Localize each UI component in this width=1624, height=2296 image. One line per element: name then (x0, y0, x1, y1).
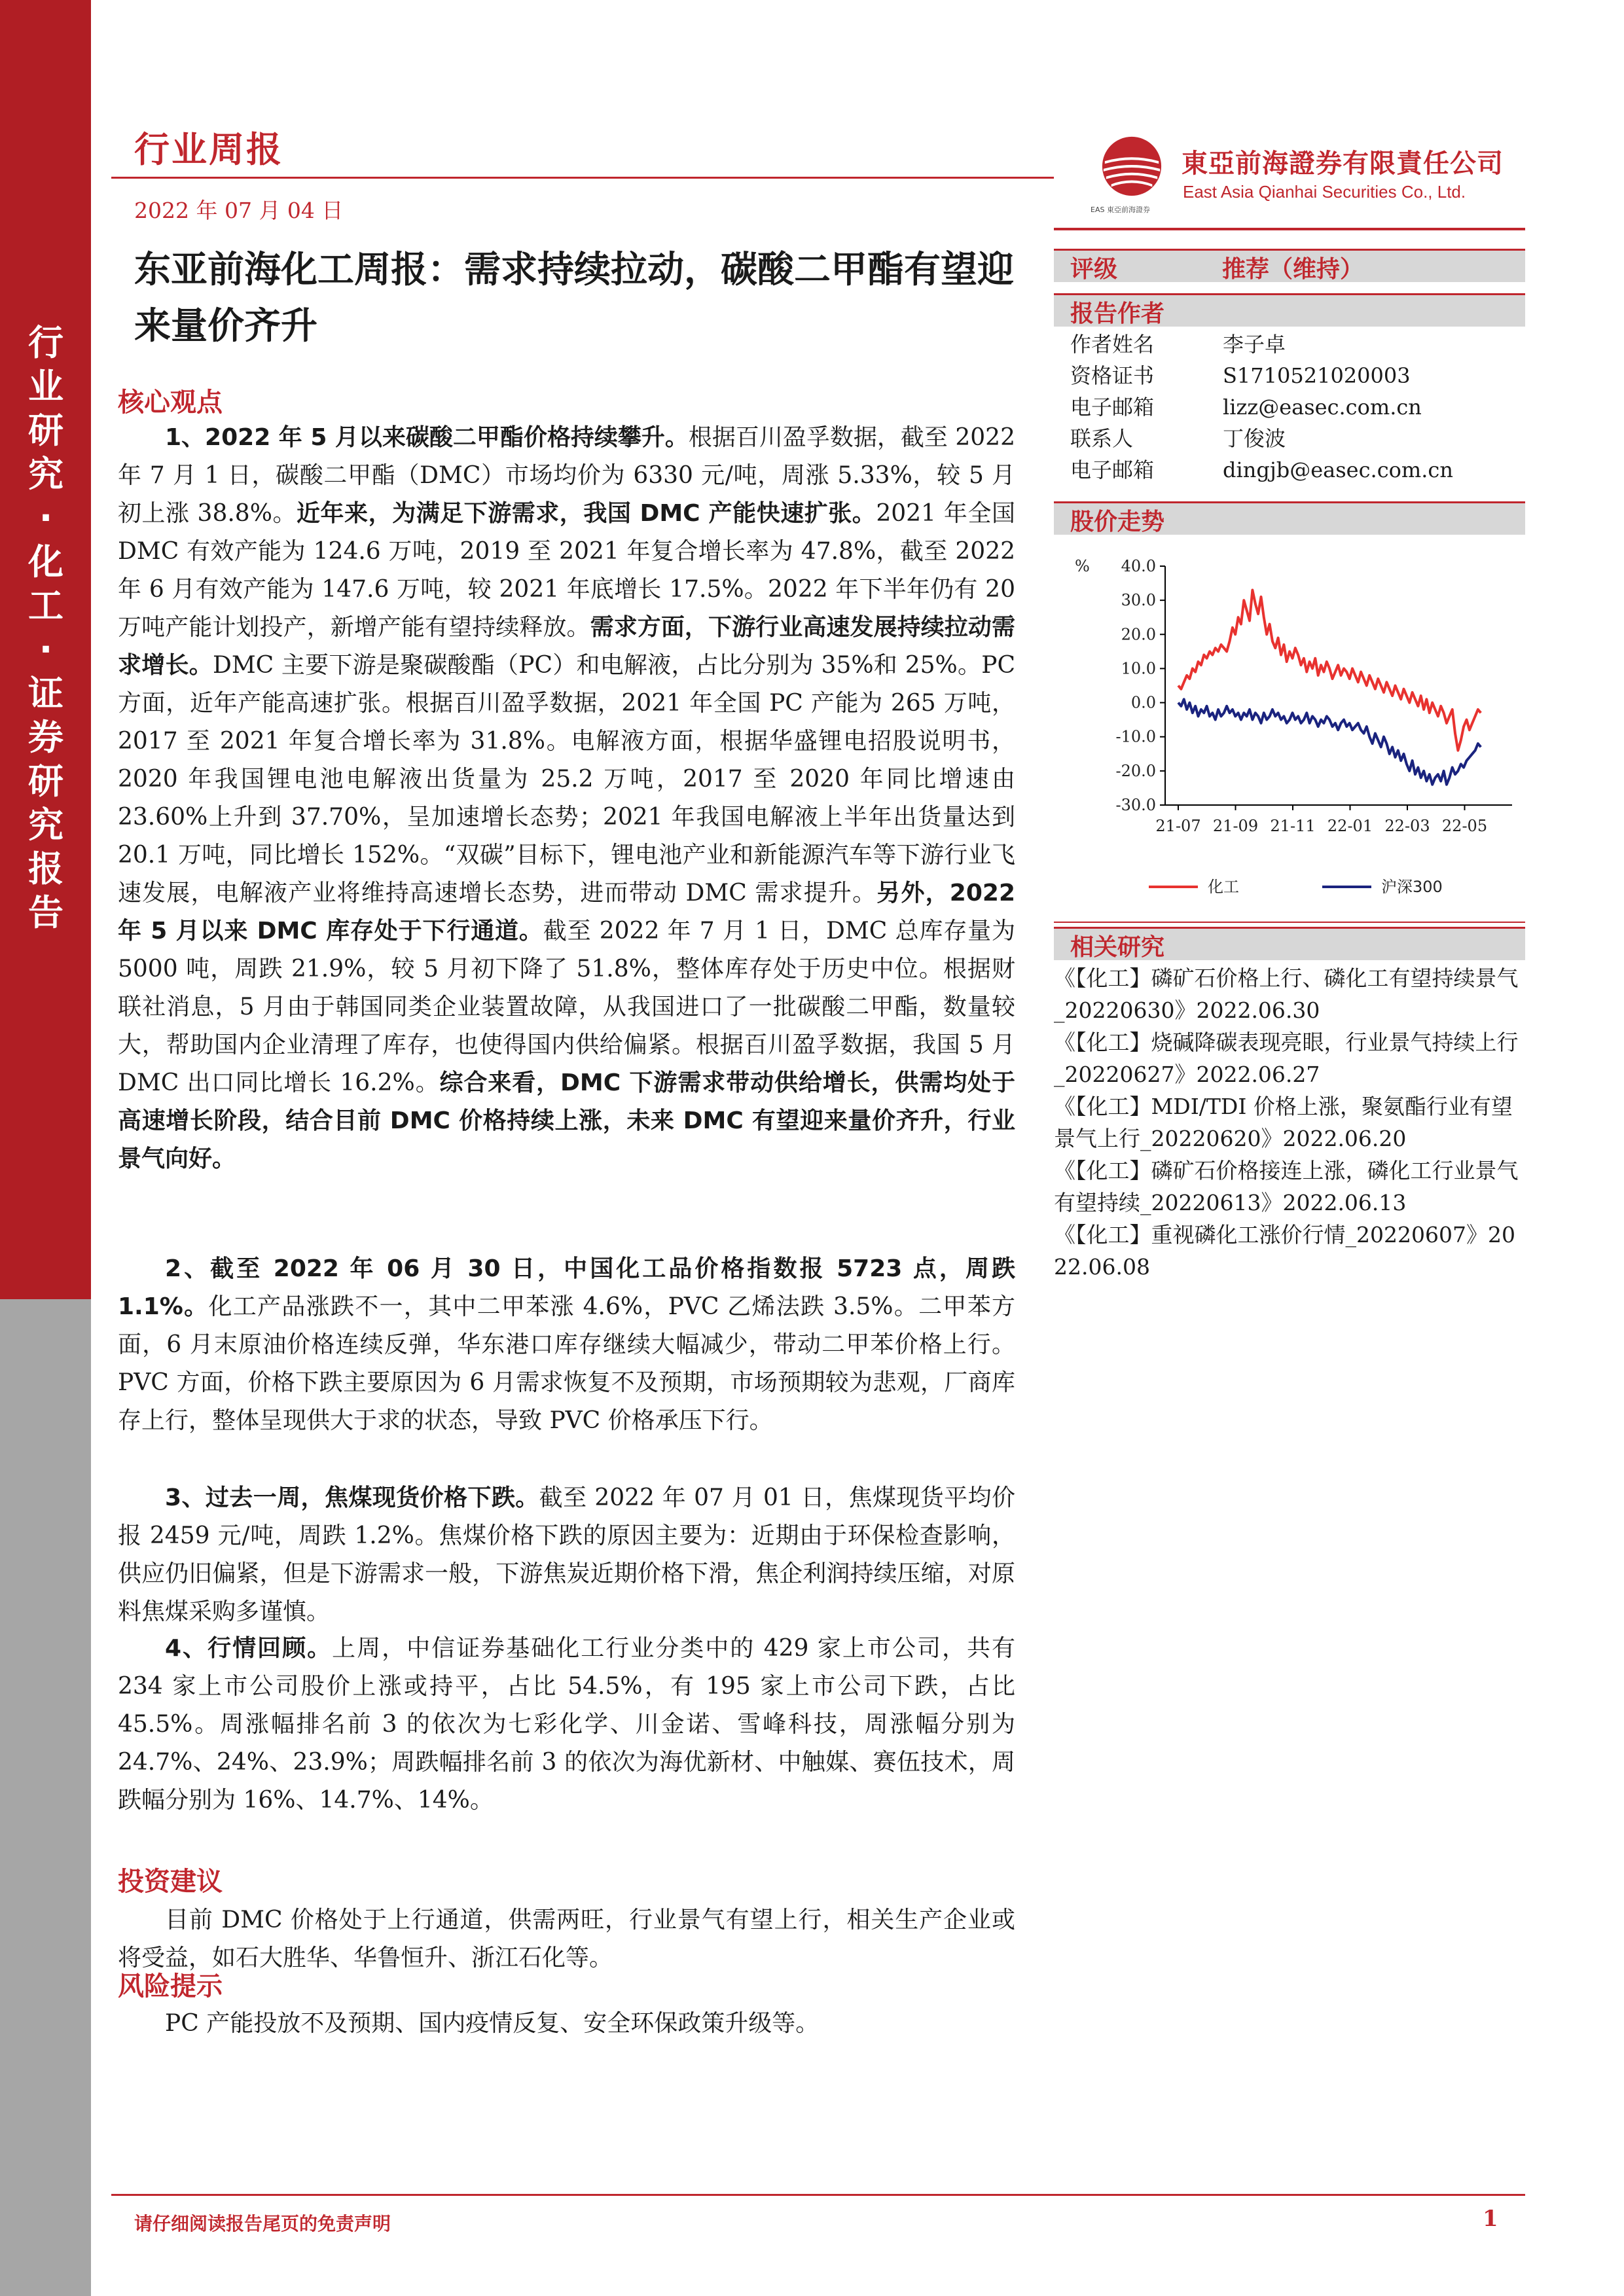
company-rule (1054, 228, 1525, 230)
author-row-key: 电子邮箱 (1070, 395, 1155, 420)
company-logo-icon (1100, 134, 1164, 198)
report-date: 2022 年 07 月 04 日 (134, 198, 344, 223)
sidebar-label (18, 321, 73, 935)
legend-label: 化工 (1208, 878, 1239, 896)
y-tick-label: -10.0 (1115, 727, 1156, 746)
author-row-value: 丁俊波 (1223, 426, 1286, 451)
text-run: 上周，中信证券基础化工行业分类中的 429 家上市公司，共有 234 家上市公司股价上涨或持平，占比 54.5%，有 195 家上市公司下跌，占比 45.5%。周涨幅排名前 3 的依次为七彩化学、川金诺、雪峰科技，周涨幅分别为 24.7%、24%、23.9%；周跌幅排名前 3 的依次为海优新材、中触媒、赛伍技术，周跌幅分别为 16%、14.7%、14%。 (118, 1635, 1015, 1814)
header-rule (111, 177, 1054, 179)
y-tick-label: 10.0 (1121, 659, 1156, 678)
doc-type: 行业周报 (134, 128, 283, 170)
author-label: 报告作者 (1070, 300, 1165, 327)
bold-run: 需求方面，下游行业高速发展持续拉动需求增长。 (118, 614, 1015, 679)
y-tick-label: -20.0 (1115, 761, 1156, 780)
bold-run: 2、截至 2022 年 06 月 30 日，中国化工品价格指数报 5723 点，周跌 1.1%。 (118, 1255, 1015, 1320)
author-row-value: lizz@easec.com.cn (1223, 395, 1422, 420)
y-tick-label: 40.0 (1121, 557, 1156, 575)
related-item[interactable]: 《【化工】磷矿石价格接连上涨，磷化工行业景气有望持续_20220613》2022.06.13 (1054, 1158, 1519, 1215)
sidebar-char: 化 (28, 541, 63, 583)
chart-section-label: 股价走势 (1070, 509, 1165, 535)
author-row-key: 电子邮箱 (1070, 457, 1155, 482)
sidebar-char: 行 (28, 322, 63, 363)
sidebar-char: 券 (28, 717, 63, 758)
text-run: 根据百川盈孚数据，截至 2022 年 7 月 1 日，碳酸二甲酯（DMC）市场均价为 6330 元/吨，周涨 5.33%，较 5 月初上涨 38.8%。 (118, 424, 1015, 527)
section-heading-core: 核心观点 (118, 387, 223, 418)
y-tick-label: 20.0 (1121, 625, 1156, 644)
author-row-key: 作者姓名 (1070, 332, 1155, 357)
bold-run: 综合来看，DMC 下游需求带动供给增长，供需均处于高速增长阶段，结合目前 DMC 价格持续上涨，未来 DMC 有望迎来量价齐升，行业景气向好。 (118, 1069, 1015, 1172)
text-run: DMC 主要下游是聚碳酸酯（PC）和电解液，占比分别为 35%和 25%。PC 方面，近年产能高速扩张。根据百川盈孚数据，2021 年全国 PC 产能为 265 万吨，2017 至 2021 年复合增长率为 31.8%。电解液方面，根据华盛锂电招股说明书，2020 年我国锂电池电解液出货量为 25.2 万吨，2017 至 2020 年同比增速由 23.60%上升到 37.70%，呈加速增长态势；2021 年我国电解液上半年出货量达到 20.1 万吨，同比增长 152%。“双碳”目标下，锂电池产业和新能源汽车等下游行业飞速发展，电解液产业将维持高速增长态势，进而带动 DMC 需求提升。 (118, 652, 1015, 906)
section-heading-risk: 风险提示 (118, 1971, 223, 2001)
sidebar-char: 工 (28, 585, 63, 626)
sidebar-char: 报 (28, 848, 63, 889)
author-row-value: dingjb@easec.com.cn (1223, 457, 1453, 482)
sidebar-char: 研 (28, 761, 63, 802)
author-row-value: S1710521020003 (1223, 363, 1411, 388)
x-tick-label: 22-03 (1384, 817, 1430, 835)
x-tick-label: 21-09 (1212, 817, 1259, 835)
bold-run: 3、过去一周，焦煤现货价格下跌。 (165, 1484, 539, 1511)
rating-label: 评级 (1070, 256, 1118, 283)
author-row (1070, 393, 1422, 421)
chart-bottom-rule (1054, 922, 1525, 923)
author-row (1070, 425, 1286, 452)
sidebar-char: · (39, 629, 53, 670)
related-item[interactable]: 《【化工】MDI/TDI 价格上涨，聚氨酯行业有望景气上行_20220620》2022.06.20 (1054, 1094, 1513, 1151)
text-run: 截至 2022 年 7 月 1 日，DMC 总库存量为 5000 吨，周跌 21.9%，较 5 月初下降了 51.8%，整体库存处于历史中位。根据财联社消息，5 月由于韩国同类企业装置故障，从我国进口了一批碳酸二甲酯，数量较大，帮助国内企业清理了库存，也使得国内供给偏紧。根据百川盈孚数据，我国 5 月 DMC 出口同比增长 16.2%。 (118, 918, 1015, 1096)
y-tick-label: -30.0 (1115, 796, 1156, 814)
author-row-key: 资格证书 (1070, 363, 1155, 388)
author-row (1070, 456, 1453, 484)
paragraph-2 (118, 1250, 1015, 1440)
x-tick-label: 21-07 (1155, 817, 1201, 835)
sidebar-char: 研 (28, 410, 63, 451)
sidebar-char: 告 (28, 892, 63, 933)
sidebar-band-grey (0, 1299, 91, 2296)
paragraph-3 (118, 1479, 1015, 1631)
bold-run: 另外，2022 年 5 月以来 DMC 库存处于下行通道。 (118, 880, 1015, 944)
rating-value: 推荐（维持） (1222, 256, 1364, 283)
text-run: PC 产能投放不及预期、国内疫情反复、安全环保政策升级等。 (165, 2010, 820, 2037)
section-heading-invest: 投资建议 (118, 1867, 223, 1897)
bold-run: 近年来，为满足下游需求，我国 DMC 产能快速扩张。 (296, 500, 876, 527)
y-tick-label: 30.0 (1121, 591, 1156, 610)
paragraph-risk (118, 2005, 1015, 2043)
author-row (1070, 331, 1286, 358)
series-line-chemical (1178, 590, 1481, 751)
text-run: 目前 DMC 价格处于上行通道，供需两旺，行业景气有望上行，相关生产企业或将受益，如石大胜华、华鲁恒升、浙江石化等。 (118, 1907, 1015, 1971)
paragraph-4 (118, 1630, 1015, 1820)
x-tick-label: 22-01 (1327, 817, 1373, 835)
bold-run: 4、行情回顾。 (165, 1635, 333, 1662)
footer-rule (111, 2194, 1525, 2196)
paragraph-invest (118, 1901, 1015, 1977)
report-title: 东亚前海化工周报：需求持续拉动，碳酸二甲酯有望迎来量价齐升 (134, 249, 1014, 348)
legend-label: 沪深300 (1381, 878, 1443, 896)
bold-run: 1、2022 年 5 月以来碳酸二甲酯价格持续攀升。 (165, 424, 689, 451)
related-label: 相关研究 (1070, 934, 1165, 961)
sidebar-char: 究 (28, 454, 63, 495)
text-run: 截至 2022 年 07 月 01 日，焦煤现货平均价报 2459 元/吨，周跌 1.2%。焦煤价格下跌的原因主要为：近期由于环保检查影响，供应仍旧偏紧，但是下游需求一般，下游焦炭近期价格下滑，焦企利润持续压缩，对原料焦煤采购多谨慎。 (118, 1484, 1015, 1625)
author-row-key: 联系人 (1070, 426, 1134, 451)
company-name-cn: 東亞前海證券有限責任公司 (1182, 149, 1504, 179)
text-run: 化工产品涨跌不一，其中二甲苯涨 4.6%，PVC 乙烯法跌 3.5%。二甲苯方面，6 月末原油价格连续反弹，华东港口库存继续大幅减少，带动二甲苯价格上行。PVC 方面，价格下跌主要原因为 6 月需求恢复不及预期，市场预期较为悲观，厂商库存上行，整体呈现供大于求的状态，导致 PVC 价格承压下行。 (118, 1293, 1015, 1434)
paragraph-1 (118, 419, 1015, 1178)
x-tick-label: 22-05 (1441, 817, 1488, 835)
y-axis-unit: % (1075, 557, 1090, 575)
sidebar-char: 究 (28, 804, 63, 846)
y-tick-label: 0.0 (1130, 693, 1156, 712)
sidebar-char: · (39, 497, 53, 539)
related-item[interactable]: 《【化工】烧碱降碳表现亮眼，行业景气持续上行_20220627》2022.06.27 (1054, 1030, 1519, 1087)
x-tick-label: 21-11 (1270, 817, 1316, 835)
company-name-en: East Asia Qianhai Securities Co., Ltd. (1183, 182, 1466, 202)
text-run: 2021 年全国 DMC 有效产能为 124.6 万吨，2019 至 2021 年复合增长率为 47.8%，截至 2022 年 6 月有效产能为 147.6 万吨，较 2021 年底增长 17.5%。2022 年下半年仍有 20 万吨产能计划投产，新增产能有望持续释放。 (118, 500, 1015, 641)
logo-caption: EAS 東亞前海證券 (1091, 206, 1150, 214)
page-number: 1 (1483, 2206, 1498, 2232)
stock-price-chart (1054, 543, 1525, 920)
related-item[interactable]: 《【化工】磷矿石价格上行、磷化工有望持续景气_20220630》2022.06.30 (1054, 965, 1519, 1023)
footer-disclaimer: 请仔细阅读报告尾页的免责声明 (134, 2213, 391, 2234)
sidebar-char: 证 (28, 673, 63, 714)
author-row (1070, 362, 1411, 389)
related-list (1054, 962, 1525, 1283)
author-row-value: 李子卓 (1223, 332, 1286, 357)
sidebar-char: 业 (28, 366, 63, 407)
related-item[interactable]: 《【化工】重视磷化工涨价行情_20220607》2022.06.08 (1054, 1222, 1515, 1280)
